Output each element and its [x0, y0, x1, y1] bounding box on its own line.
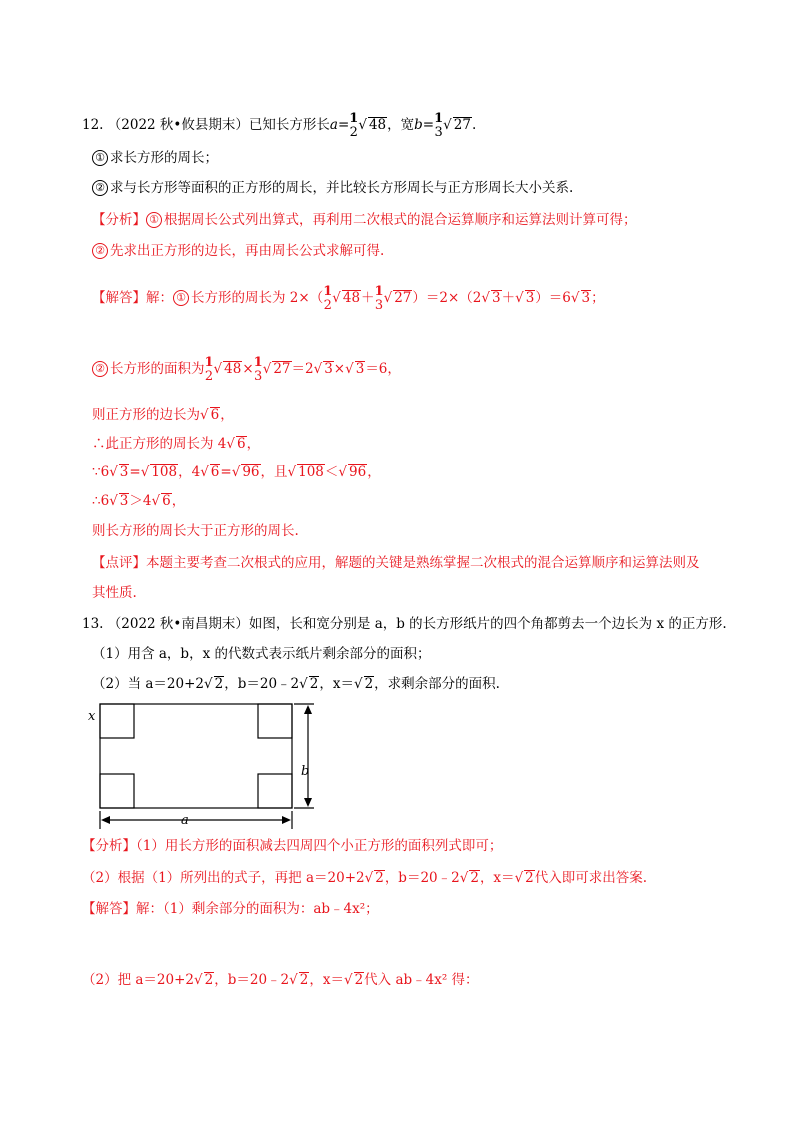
arrow-up-icon [304, 705, 312, 714]
label-a: a [181, 813, 189, 828]
q12-analysis-2: ② 先求出正方形的边长，再由周长公式求解可得. [92, 241, 384, 261]
q12-sub2: ② 求与长方形等面积的正方形的周长，并比较长方形周长与正方形周长大小关系. [92, 178, 573, 198]
q12-comment-2: 其性质. [92, 585, 137, 601]
rectangle-diagram [82, 698, 322, 833]
q12-sub1: ① 求长方形的周长； [92, 148, 218, 168]
q13-sub1: （1）用含 a，b，x 的代数式表示纸片剩余部分的面积； [92, 646, 431, 662]
arrow-right-icon [282, 816, 291, 824]
outer-rectangle [100, 704, 292, 808]
q12-stem: 12. （2022 秋•攸县期末）已知长方形长a= 1 2 √ 48，宽b= 1 3 √ 27. [82, 110, 477, 140]
q12-source: （2022 秋•攸县期末） [107, 117, 249, 133]
q13-analysis-1: 【分析】（1）用长方形的面积减去四周四个小正方形的面积列式即可； [82, 838, 503, 854]
q12-analysis-1: 【分析】 ① 根据周长公式列出算式，再利用二次根式的混合运算顺序和运算法则计算可得； [92, 212, 637, 228]
label-b: b [301, 764, 310, 779]
q12-answer-6: ∴6√ 3＞4√ 6， [92, 493, 186, 509]
q13-source: （2022 秋•南昌期末） [107, 616, 249, 632]
arrow-left-icon [101, 816, 110, 824]
q13-number: 13. [82, 616, 104, 632]
sqrt-icon: √ [358, 117, 367, 133]
corner-square-bottom-left [100, 774, 134, 808]
corner-square-bottom-right [258, 774, 292, 808]
q12-answer-4: ∴此正方形的周长为 4√ 6， [92, 436, 261, 452]
arrow-down-icon [304, 798, 312, 807]
q13-stem: 13. （2022 秋•南昌期末）如图，长和宽分别是 a，b 的长方形纸片的四个角都剪去一个边长为 x 的正方形. [82, 616, 727, 632]
q13-analysis-2: （2）根据（1）所列出的式子，再把 a＝20+2√ 2，b＝20﹣2√ 2，x＝√ 2代入即可求出答案. [82, 870, 648, 886]
q12-answer-7: 则长方形的周长大于正方形的周长. [92, 523, 299, 539]
sqrt-icon: √ [443, 117, 452, 133]
q13-answer-1: 【解答】解：（1）剩余部分的面积为：ab﹣4x²； [82, 901, 379, 917]
q12-answer-3: 则正方形的边长为√ 6， [92, 407, 234, 423]
q12-comment-1: 【点评】本题主要考查二次根式的应用，解题的关键是熟练掌握二次根式的混合运算顺序和运算法则及 [92, 555, 700, 571]
q13-answer-2: （2）把 a＝20+2√ 2，b＝20﹣2√ 2，x＝√ 2代入 ab﹣4x² 得： [82, 972, 479, 988]
q13-sub2: （2）当 a＝20+2√ 2，b＝20﹣2√ 2，x＝√ 2，求剩余部分的面积. [92, 676, 500, 692]
corner-square-top-right [258, 704, 292, 738]
fraction-half: 1 2 [349, 110, 359, 140]
q12-number: 12. [82, 117, 104, 133]
corner-square-top-left [100, 704, 134, 738]
q12-answer-2: ② 长方形的面积为 1 2 √ 48× 1 3 √ 27＝2√ 3×√ 3＝6， [92, 354, 401, 384]
label-x: x [88, 709, 96, 724]
q12-answer-5: ∵6√ 3=√ 108，4√ 6=√ 96，且√ 108＜√ 96， [92, 464, 381, 480]
fraction-third: 1 3 [434, 110, 444, 140]
q12-answer-1: 【解答】解： ① 长方形的周长为 2×（ 1 2 √ 48＋ 1 3 √ 27）＝2×（2√ 3＋√ 3）＝6√ 3； [92, 283, 605, 313]
